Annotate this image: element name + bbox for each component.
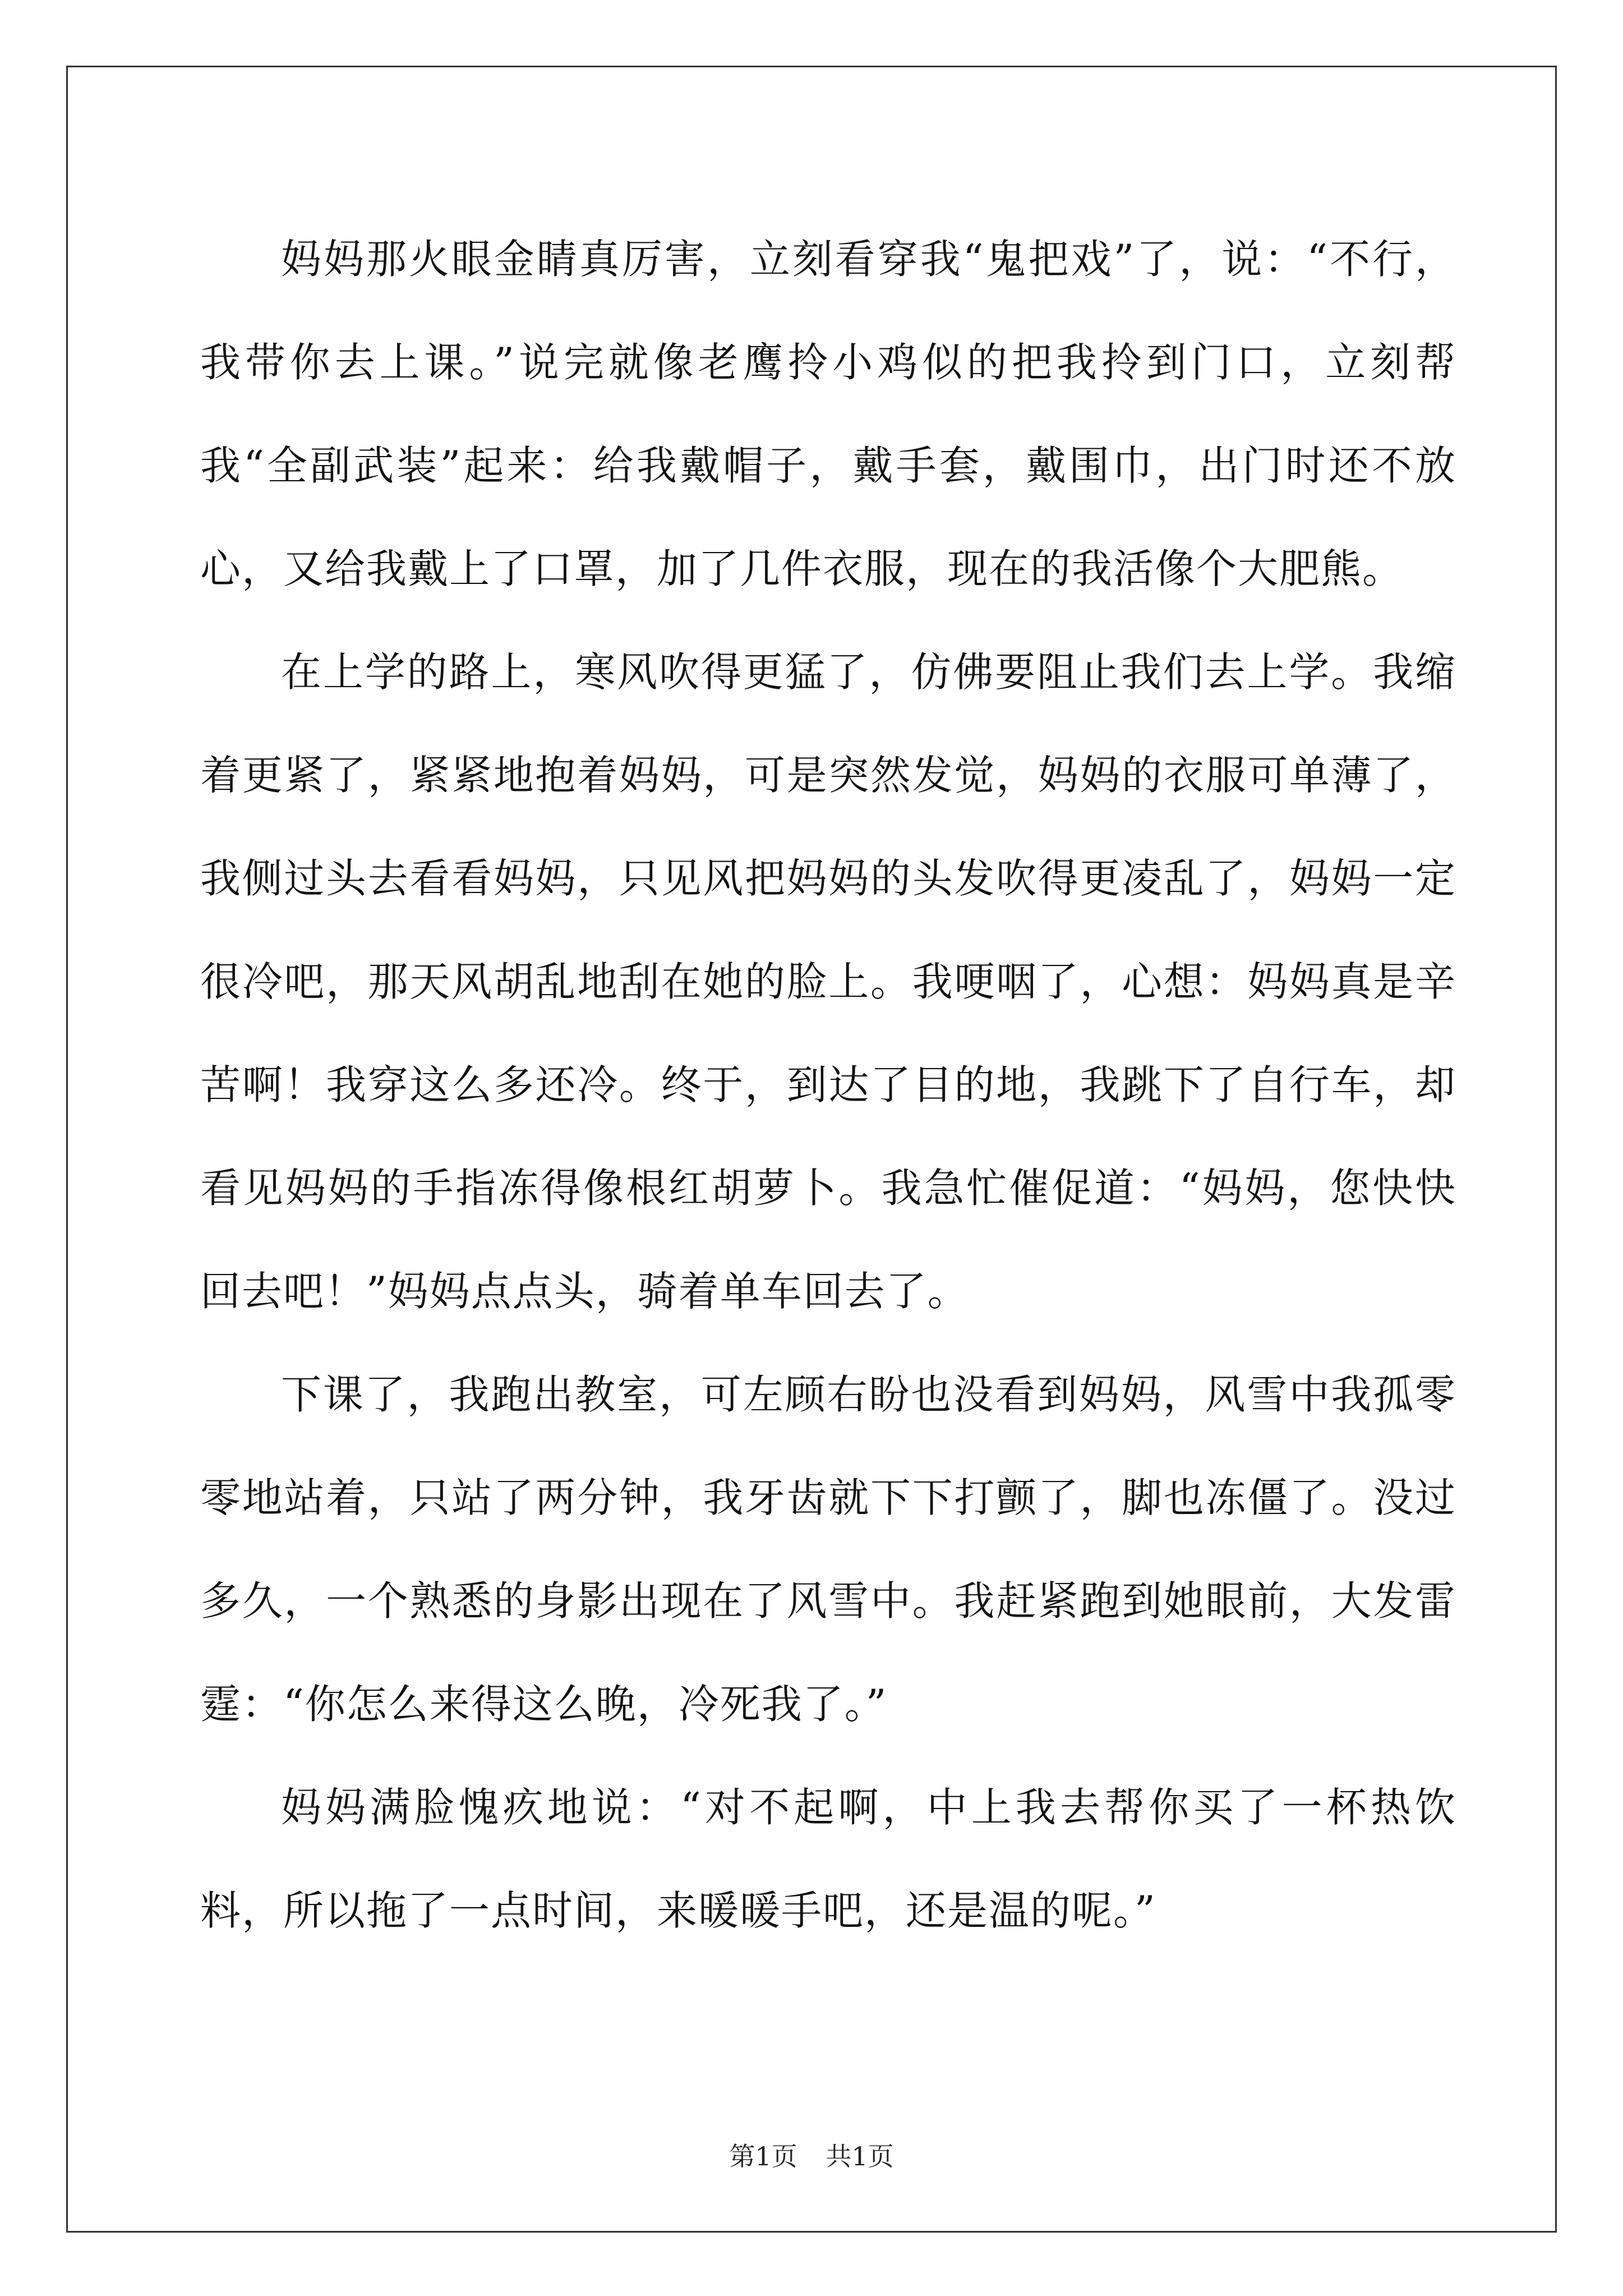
paragraph: 下课了，我跑出教室，可左顾右盼也没看到妈妈，风雪中我孤零零地站着，只站了两分钟，我牙齿就下下打颤了，脚也冻僵了。没过多久，一个熟悉的身影出现在了风雪中。我赶紧跑到她眼前，大发雷霆：“你怎么来得这么晚，冷死我了。” xyxy=(200,1371,1456,1728)
paragraph: 妈妈满脸愧疚地说：“对不起啊，中上我去帮你买了一杯热饮料，所以拖了一点时间，来暖暖手吧，还是温的呢。” xyxy=(200,1784,1456,1934)
page-total: 共1页 xyxy=(826,2141,894,2171)
paragraph: 在上学的路上，寒风吹得更猛了，仿佛要阻止我们去上学。我缩着更紧了，紧紧地抱着妈妈，可是突然发觉，妈妈的衣服可单薄了，我侧过头去看看妈妈，只见风把妈妈的头发吹得更凌乱了，妈妈一定很冷吧，那天风胡乱地刮在她的脸上。我哽咽了，心想：妈妈真是辛苦啊！我穿这么多还冷。终于，到达了目的地，我跳下了自行车，却看见妈妈的手指冻得像根红胡萝卜。我急忙催促道：“妈妈，您快快回去吧！”妈妈点点头，骑着单车回去了。 xyxy=(200,648,1456,1315)
document-body xyxy=(200,208,1456,1962)
paragraph: 妈妈那火眼金睛真厉害，立刻看穿我“鬼把戏”了，说：“不行，我带你去上课。”说完就像老鹰拎小鸡似的把我拎到门口，立刻帮我“全副武装”起来：给我戴帽子，戴手套，戴围巾，出门时还不放心，又给我戴上了口罩，加了几件衣服，现在的我活像个大肥熊。 xyxy=(200,236,1456,592)
page-footer xyxy=(0,2136,1623,2173)
page-number: 第1页 xyxy=(729,2141,797,2171)
